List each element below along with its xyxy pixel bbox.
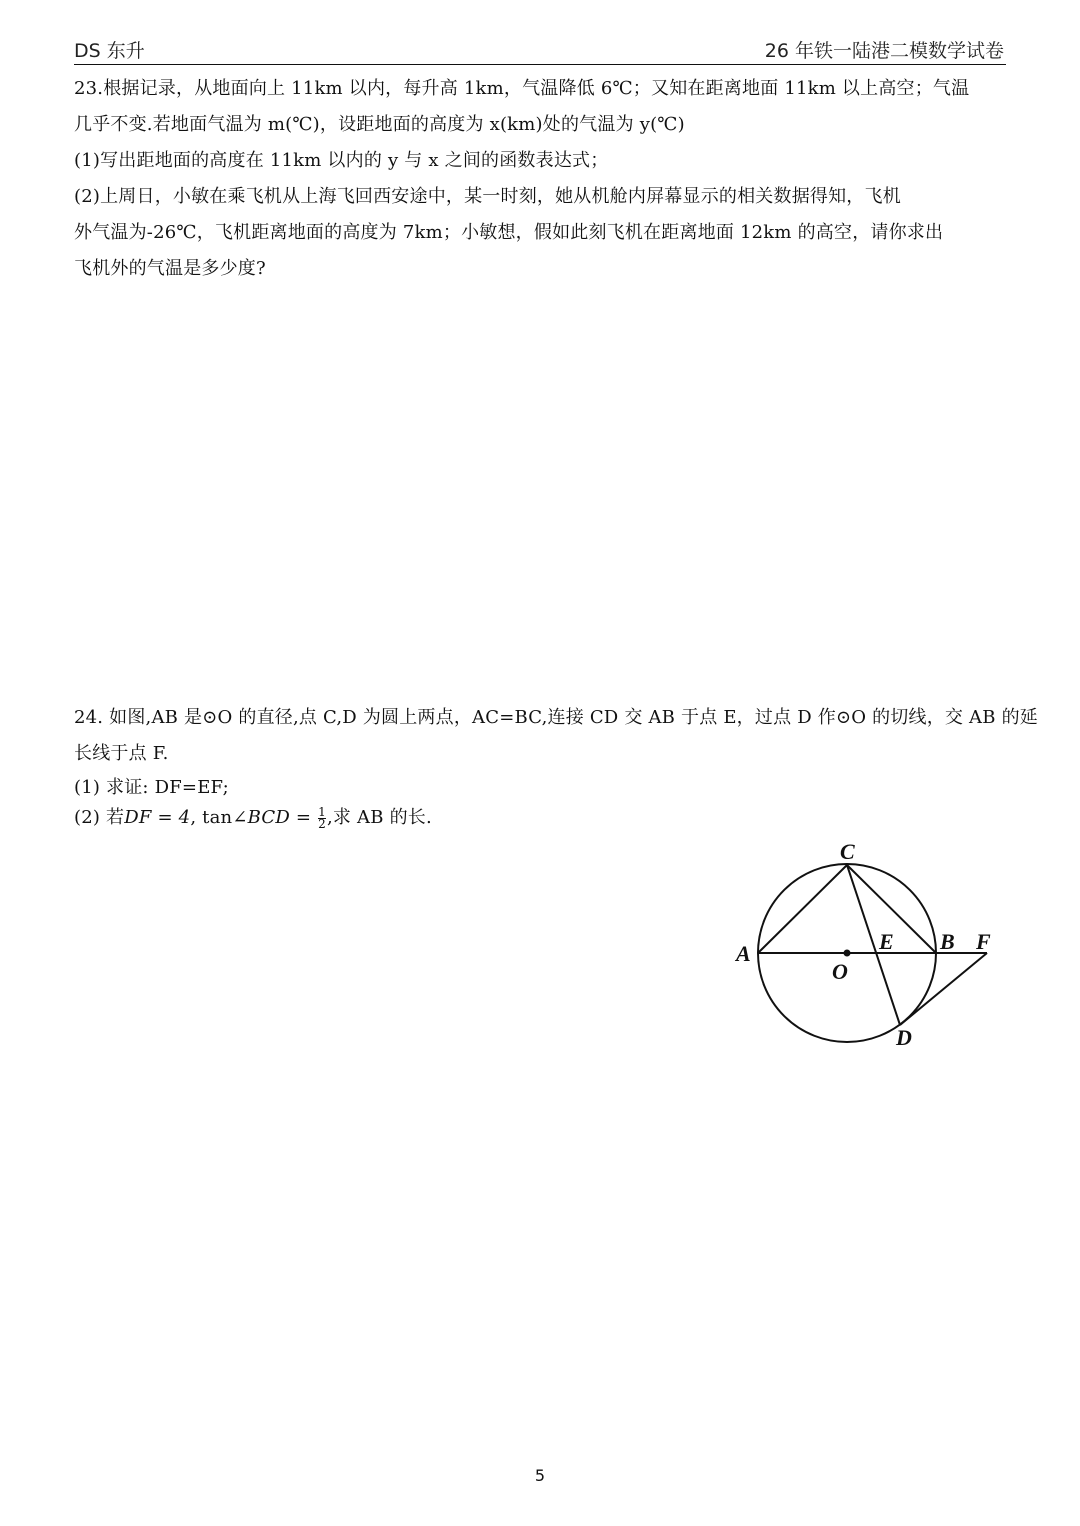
q24-eq: = — [290, 807, 318, 828]
label-c: C — [840, 839, 855, 864]
q24-line-2: 长线于点 F. — [74, 743, 169, 764]
q24-line4-suffix: ,求 AB 的长. — [326, 807, 432, 828]
circle-geometry-figure — [730, 835, 1010, 1055]
q24-line4-prefix: (2) 若 — [74, 807, 125, 828]
q23-line-5: 外气温为-26℃，飞机距离地面的高度为 7km；小敏想，假如此刻飞机在距离地面 12km 的高空，请你求出 — [74, 222, 944, 243]
label-o: O — [832, 959, 848, 984]
fraction-numerator: 1 — [318, 804, 326, 819]
q24-line-3: (1) 求证: DF=EF; — [74, 777, 229, 798]
fraction-denominator: 2 — [318, 816, 326, 831]
q23-line-3: (1)写出距地面的高度在 11km 以内的 y 与 x 之间的函数表达式； — [74, 150, 609, 171]
q24-math-bcd: BCD — [247, 807, 290, 828]
center-point-o — [844, 950, 851, 957]
q24-line-1: 24. 如图,AB 是⊙O 的直径,点 C,D 为圆上两点，AC=BC,连接 CD 交 AB 于点 E，过点 D 作⊙O 的切线，交 AB 的延 — [74, 707, 1038, 728]
segment-ac — [758, 865, 847, 953]
label-d: D — [896, 1025, 912, 1050]
header-right-title: 26 年铁一陆港二模数学试卷 — [764, 40, 1004, 62]
q23-line-1: 23.根据记录，从地面向上 11km 以内，每升高 1km，气温降低 6℃；又知在距离地面 11km 以上高空；气温 — [74, 78, 970, 99]
label-f: F — [976, 929, 991, 954]
q24-math-df: DF = 4 — [124, 807, 191, 828]
q24-line-4 — [74, 806, 432, 830]
label-b: B — [940, 929, 955, 954]
header-left-title: DS 东升 — [74, 40, 145, 62]
q23-line-2: 几乎不变.若地面气温为 m(℃)，设距地面的高度为 x(km)处的气温为 y(℃) — [74, 114, 685, 135]
page-number: 5 — [534, 1466, 546, 1485]
q24-fraction — [318, 804, 326, 831]
header-rule — [74, 64, 1006, 65]
q24-tan: , tan∠ — [190, 807, 248, 828]
q23-line-6: 飞机外的气温是多少度? — [74, 258, 266, 279]
label-a: A — [736, 941, 751, 966]
tangent-df — [900, 953, 987, 1025]
label-e: E — [879, 929, 894, 954]
q23-line-4: (2)上周日，小敏在乘飞机从上海飞回西安途中，某一时刻，她从机舱内屏幕显示的相关数据得知，飞机 — [74, 186, 901, 207]
